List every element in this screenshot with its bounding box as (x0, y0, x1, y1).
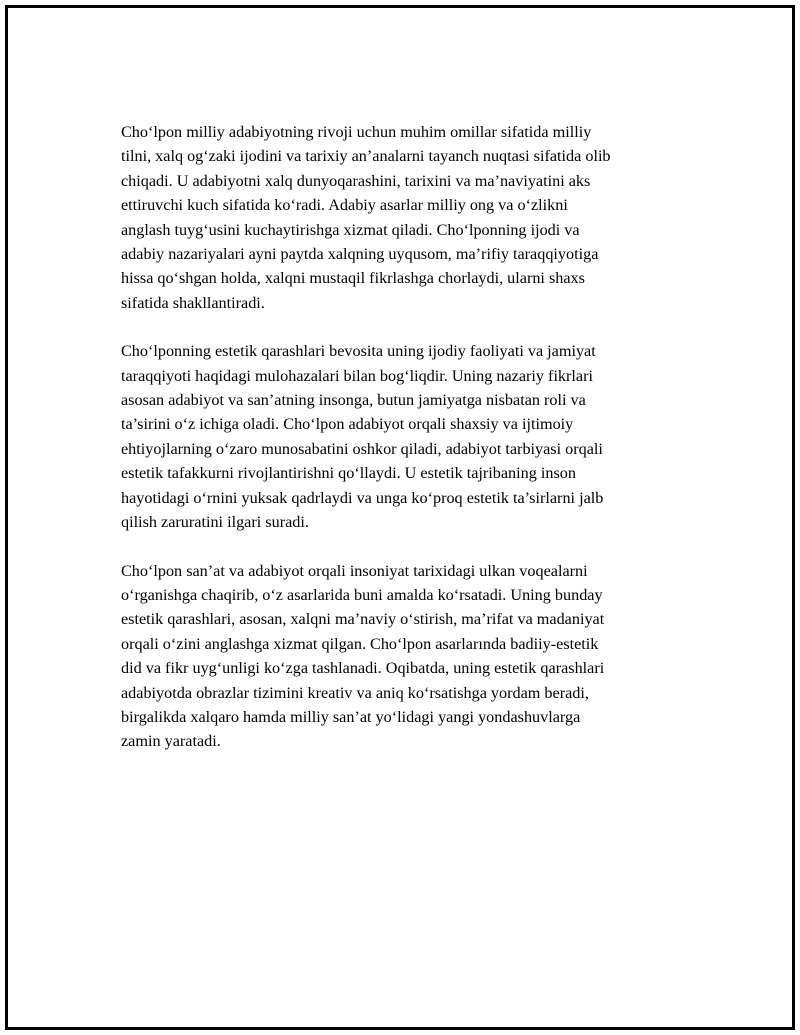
text-line: ettiruvchi kuch sifatida ko‘radi. Adabiy asarlar milliy ong va o‘zlikni (121, 196, 568, 215)
text-line: orqali o‘zini anglashga xizmat qilgan. Cho‘lpon asarlarında badiiy-estetik (121, 634, 599, 653)
text-line: estetik tafakkurni rivojlantirishni qo‘llaydi. U estetik tajribaning inson (121, 464, 576, 483)
paragraph-2 (121, 339, 681, 534)
text-line: hayotidagi o‘rnini yuksak qadrlaydi va unga ko‘proq estetik ta’sirlarni jalb (121, 488, 604, 507)
text-line: anglash tuyg‘usini kuchaytirishga xizmat qiladi. Cho‘lponning ijodi va (121, 220, 580, 239)
document-body (121, 120, 681, 778)
text-line: taraqqiyoti haqidagi mulohazalari bilan bog‘liqdir. Uning nazariy fikrlari (121, 366, 593, 385)
text-line: adabiy nazariyalari ayni paytda xalqning uyqusom, ma’rifiy taraqqiyotiga (121, 245, 599, 264)
paragraph-1 (121, 120, 681, 315)
text-line: adabiyotda obrazlar tizimini kreativ va aniq ko‘rsatishga yordam beradi, (121, 683, 589, 702)
text-line: tilni, xalq og‘zaki ijodini va tarixiy an’analarni tayanch nuqtasi sifatida olib (121, 147, 611, 166)
text-line: Cho‘lpon milliy adabiyotning rivoji uchun muhim omillar sifatida milliy (121, 123, 592, 141)
paragraph-3 (121, 559, 681, 754)
text-line: sifatida shakllantiradi. (121, 293, 265, 312)
text-line: estetik qarashlari, asosan, xalqni ma’naviy o‘stirish, ma’rifat va madaniyat (121, 610, 605, 629)
text-line: chiqadi. U adabiyotni xalq dunyoqarashini, tarixini va ma’naviyatini aks (121, 171, 591, 190)
text-line: birgalikda xalqaro hamda milliy san’at yo‘lidagi yangi yondashuvlarga (121, 707, 581, 726)
text-line: o‘rganishga chaqirib, o‘z asarlarida buni amalda ko‘rsatadi. Uning bunday (121, 585, 603, 604)
text-line: qilish zaruratini ilgari suradi. (121, 513, 309, 532)
text-line: zamin yaratadi. (121, 732, 221, 751)
text-line: Cho‘lpon san’at va adabiyot orqali insoniyat tarixidagi ulkan voqealarni (121, 561, 588, 580)
text-line: did va fikr uyg‘unligi ko‘zga tashlanadi. Oqibatda, uning estetik qarashlari (121, 659, 605, 678)
text-line: hissa qo‘shgan holda, xalqni mustaqil fikrlashga chorlaydi, ularni shaxs (121, 269, 585, 288)
document-page (5, 5, 795, 1030)
text-line: ta’sirini o‘z ichiga oladi. Cho‘lpon adabiyot orqali shaxsiy va ijtimoiy (121, 415, 574, 434)
text-line: Cho‘lponning estetik qarashlari bevosita uning ijodiy faoliyati va jamiyat (121, 342, 596, 361)
text-line: asosan adabiyot va san’atning insonga, butun jamiyatga nisbatan roli va (121, 391, 586, 410)
text-line: ehtiyojlarning o‘zaro munosabatini oshkor qiladi, adabiyot tarbiyasi orqali (121, 439, 603, 458)
